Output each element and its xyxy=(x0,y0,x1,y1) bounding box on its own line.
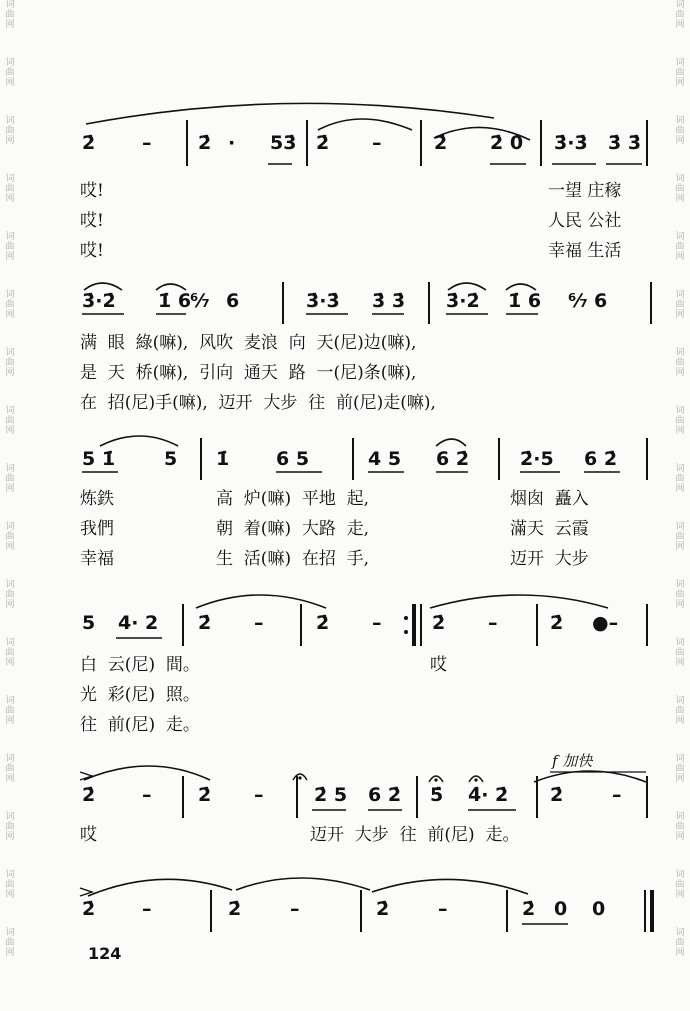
note: – xyxy=(372,612,382,634)
watermark-text: 词 曲 网 xyxy=(675,0,685,30)
note: 2̇ xyxy=(434,132,448,154)
lyric-verse-3: 在 招(尼)手(嘛), 迈开 大步 往 前(尼)走(嘛), xyxy=(80,393,436,413)
note: – xyxy=(142,784,152,806)
note: 2̇ xyxy=(522,898,536,920)
page-number: 124 xyxy=(88,944,122,963)
watermark-text: 词 曲 网 xyxy=(675,638,685,668)
note: – xyxy=(290,898,300,920)
note: ⁶⁄₇ xyxy=(568,290,588,312)
note: ⁶⁄₇ xyxy=(190,290,210,312)
note: – xyxy=(142,132,152,154)
watermark-text: 词 曲 网 xyxy=(5,348,15,378)
note: · xyxy=(228,132,236,154)
note: 2̇ xyxy=(550,784,564,806)
note: – xyxy=(254,612,264,634)
lyric-verse-1: 哎! xyxy=(80,181,104,201)
note: 2̇ xyxy=(82,898,96,920)
note: – xyxy=(372,132,382,154)
watermark-text: 词 曲 网 xyxy=(675,116,685,146)
watermark-text: 词 曲 网 xyxy=(5,754,15,784)
note: – xyxy=(254,784,264,806)
lyric-verse-1: 高 炉(嘛) 平地 起, xyxy=(216,489,370,509)
watermark-text: 词 曲 网 xyxy=(5,58,15,88)
watermark-text: 词 曲 网 xyxy=(5,580,15,610)
note: 0 xyxy=(554,898,568,920)
note: 5̇ xyxy=(430,784,444,806)
slur xyxy=(506,284,536,290)
note: 6 5 xyxy=(276,448,310,470)
slur xyxy=(88,879,232,896)
slur xyxy=(100,436,178,446)
lyric-verse-3: 幸福 生活 xyxy=(548,241,622,261)
note: 3̇ 3̇ xyxy=(372,290,406,312)
note: – xyxy=(612,784,622,806)
watermark-text: 词 曲 网 xyxy=(675,928,685,958)
note: – xyxy=(488,612,498,634)
slur xyxy=(434,127,530,140)
note: 1̇ xyxy=(216,448,230,470)
lyric-verse-2: 哎! xyxy=(80,211,104,231)
note: 1̇ 6 xyxy=(508,290,542,312)
lyric-verse-3: 往 前(尼) 走。 xyxy=(80,715,200,735)
slur xyxy=(372,879,528,894)
note: 4· 2 xyxy=(118,612,159,634)
watermark-text: 词 曲 网 xyxy=(5,812,15,842)
lyric-verse-1: 白 云(尼) 間。 xyxy=(80,655,200,675)
watermark-text: 词 曲 网 xyxy=(675,870,685,900)
note: 2̇ xyxy=(376,898,390,920)
note: 5 xyxy=(164,448,178,470)
watermark-text: 词 曲 网 xyxy=(675,812,685,842)
lyric-verse-1: 哎 xyxy=(430,655,447,675)
lyric-verse-3: 哎! xyxy=(80,241,104,261)
watermark-text: 词 曲 网 xyxy=(5,870,15,900)
note: 3̇ 3̇ xyxy=(608,132,642,154)
note: 5 1̇ xyxy=(82,448,116,470)
note: 3̇·3̇ xyxy=(554,132,588,154)
watermark-text: 词 曲 网 xyxy=(675,290,685,320)
watermark-text: 词 曲 网 xyxy=(5,928,15,958)
note: 2̇ xyxy=(316,132,330,154)
note: 6 xyxy=(226,290,240,312)
slur xyxy=(436,439,466,446)
watermark-text: 词 曲 网 xyxy=(675,232,685,262)
watermark-text: 词 曲 网 xyxy=(5,0,15,30)
watermark-text: 词 曲 网 xyxy=(5,406,15,436)
lyric-verse-3: 幸福 xyxy=(80,549,114,569)
lyric-verse-1: 炼鉄 xyxy=(80,489,114,509)
lyric-verse-2: 人民 公社 xyxy=(548,211,622,231)
note: 0 xyxy=(592,898,606,920)
watermark-text: 词 曲 网 xyxy=(5,638,15,668)
note: 2̇ xyxy=(316,612,330,634)
fermata-dot xyxy=(434,778,437,781)
lyric-verse-2: 是 天 桥(嘛), 引向 通天 路 一(尼)条(嘛), xyxy=(80,363,417,383)
watermark-text: 词 曲 网 xyxy=(5,116,15,146)
lyric-verse-3: 迈开 大步 xyxy=(510,549,589,569)
watermark-text: 词 曲 网 xyxy=(5,174,15,204)
note: 1̇ 6 xyxy=(158,290,192,312)
note: 2̇ xyxy=(228,898,242,920)
note: 2̇ 0 xyxy=(490,132,524,154)
note: 2̇ xyxy=(82,784,96,806)
note: 2̇ xyxy=(432,612,446,634)
watermark-text: 词 曲 网 xyxy=(5,522,15,552)
note: 53̇ xyxy=(270,132,297,154)
note: 2̇·5 xyxy=(520,448,554,470)
lyric-verse-1: 哎 xyxy=(80,825,97,845)
lyric-verse-2: 我們 xyxy=(80,519,114,539)
note: 5 xyxy=(82,612,96,634)
note: 3̇·2̇ xyxy=(82,290,116,312)
note: 6 2̇ xyxy=(436,448,470,470)
watermark-text: 词 曲 网 xyxy=(675,522,685,552)
watermark-text: 词 曲 网 xyxy=(675,174,685,204)
slur xyxy=(534,771,646,782)
slur xyxy=(156,284,186,290)
lyric-verse-1: 一望 庄稼 xyxy=(548,181,622,201)
watermark-text: 词 曲 网 xyxy=(5,290,15,320)
lyric-verse-1: 迈开 大步 往 前(尼) 走。 xyxy=(310,825,520,845)
note: 4 5 xyxy=(368,448,402,470)
slur xyxy=(318,119,412,130)
note: 2̇ 5 xyxy=(314,784,348,806)
note: 4̇· 2̇ xyxy=(468,784,509,806)
repeat-dot xyxy=(404,616,408,620)
note: 6 2̇ xyxy=(368,784,402,806)
note: 6 xyxy=(594,290,608,312)
watermark-text: 词 曲 网 xyxy=(675,580,685,610)
note: 6 2̇ xyxy=(584,448,618,470)
slur xyxy=(236,878,370,890)
note: 3̇·3̇ xyxy=(306,290,340,312)
note: 3̇·2̇ xyxy=(446,290,480,312)
note: 2̇ xyxy=(82,132,96,154)
lyric-verse-2: 光 彩(尼) 照。 xyxy=(80,685,200,705)
repeat-dot xyxy=(404,630,408,634)
note: 2̇ xyxy=(198,784,212,806)
lyric-verse-3: 生 活(嘛) 在招 手, xyxy=(216,549,370,569)
watermark-text: 词 曲 网 xyxy=(675,58,685,88)
lyric-verse-1: 满 眼 綠(嘛), 风吹 麦浪 向 天(尼)边(嘛), xyxy=(80,333,417,353)
lyric-verse-2: 朝 着(嘛) 大路 走, xyxy=(216,519,370,539)
lyric-verse-1: 烟囱 矗入 xyxy=(510,489,589,509)
watermark-text: 词 曲 网 xyxy=(5,696,15,726)
watermark-text: 词 曲 网 xyxy=(5,232,15,262)
watermark-text: 词 曲 网 xyxy=(675,348,685,378)
slur xyxy=(84,766,210,780)
fermata-dot xyxy=(298,776,301,779)
note: – xyxy=(142,898,152,920)
slur xyxy=(430,595,608,608)
watermark-text: 词 曲 网 xyxy=(675,464,685,494)
note: – xyxy=(438,898,448,920)
watermark-text: 词 曲 网 xyxy=(675,406,685,436)
watermark-text: 词 曲 网 xyxy=(675,696,685,726)
watermark-text: 词 曲 网 xyxy=(675,754,685,784)
note: ●– xyxy=(592,612,619,634)
note: 2̇ xyxy=(198,612,212,634)
note: 2̇ xyxy=(198,132,212,154)
fermata-dot xyxy=(474,778,477,781)
note: 2̇ xyxy=(550,612,564,634)
watermark-text: 词 曲 网 xyxy=(5,464,15,494)
slur xyxy=(448,283,486,290)
tempo-marking: f 加快 xyxy=(552,752,593,770)
slur xyxy=(84,283,122,290)
slur xyxy=(196,595,326,608)
slur xyxy=(86,103,494,124)
lyric-verse-2: 滿天 云霞 xyxy=(510,519,589,539)
